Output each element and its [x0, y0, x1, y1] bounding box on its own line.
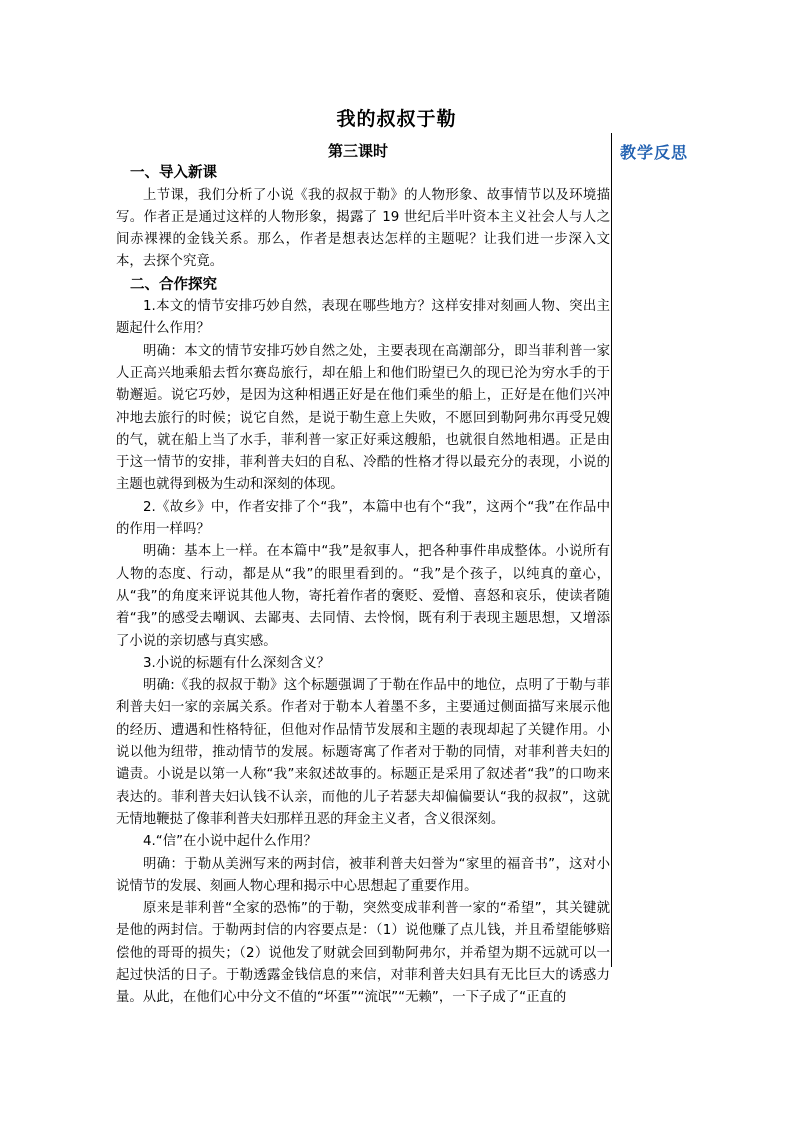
body-paragraph: 4.“信”在小说中起什么作用？ [143, 834, 317, 850]
column-divider [611, 133, 612, 967]
section-heading: 一、导入新课 [130, 165, 217, 182]
page-title: 我的叔叔于勒 [336, 108, 457, 130]
lesson-subtitle: 第三课时 [327, 142, 388, 160]
body-paragraph: 上节课，我们分析了小说《我的叔叔于勒》的人物形象、故事情节以及环境描写。作者正是通过这样的人物形象，揭露了 19 世纪后半叶资本主义社会人与人之间赤裸裸的金钱关系。那么，作者是想表达怎样的主题呢？让我们进一步深入文本，去探个究竟。 [116, 187, 610, 270]
body-paragraph: 原来是菲利普“全家的恐怖”的于勒，突然变成菲利普一家的“希望”，其关键就是他的两封信。于勒两封信的内容要点是：（1）说他赚了点儿钱，并且希望能够赔偿他的哥哥的损失；（2）说他发了财就会回到勒阿弗尔，并希望为期不远就可以一起过快活的日子。于勒透露金钱信息的来信，对菲利普夫妇具有无比巨大的诱惑力量。从此，在他们心中分文不值的“坏蛋”“流氓”“无赖”，一下子成了“正直的 [116, 901, 610, 1006]
body-paragraph: 明确：基本上一样。在本篇中“我”是叙事人，把各种事件串成整体。小说所有人物的态度、行动，都是从“我”的眼里看到的。“我”是个孩子，以纯真的童心，从“我”的角度来评说其他人物，寄托着作者的褒贬、爱憎、喜怒和哀乐，使读者随着“我”的感受去嘲讽、去鄙夷、去同情、去怜悯，既有利于表现主题思想，又增添了小说的亲切感与真实感。 [116, 544, 610, 649]
body-paragraph: 3.小说的标题有什么深刻含义？ [143, 655, 330, 671]
body-paragraph: 2.《故乡》中，作者安排了个“我”，本篇中也有个“我”，这两个“我”在作品中的作用一样吗？ [116, 499, 610, 538]
lesson-body [116, 140, 610, 1010]
section-heading: 二、合作探究 [130, 276, 217, 293]
body-paragraph: 1.本文的情节安排巧妙自然，表现在哪些地方？这样安排对刻画人物、突出主题起什么作用？ [116, 299, 610, 337]
body-paragraph: 明确：于勒从美洲写来的两封信，被菲利普夫妇誉为“家里的福音书”，这对小说情节的发展、刻画人物心理和揭示中心思想起了重要作用。 [116, 856, 610, 894]
teaching-reflection-label: 教学反思 [620, 143, 689, 162]
body-paragraph: 明确：本文的情节安排巧妙自然之处，主要表现在高潮部分，即当菲利普一家人正高兴地乘船去哲尔赛岛旅行，却在船上和他们盼望已久的现已沦为穷水手的于勒邂逅。说它巧妙，是因为这种相遇正好是在他们乘坐的船上，正好是在他们兴冲冲地去旅行的时候；说它自然，是说于勒生意上失败，不愿回到勒阿弗尔再受兄嫂的气，就在船上当了水手，菲利普一家正好乘这艘船，也就很自然地相遇。正是由于这一情节的安排，菲利普夫妇的自私、冷酷的性格才得以最充分的表现，小说的主题也就得到极为生动和深刻的体现。 [116, 343, 610, 493]
lesson-paragraphs [116, 162, 610, 1009]
body-paragraph: 明确:《我的叔叔于勒》这个标题强调了于勒在作品中的地位，点明了于勒与菲利普夫妇一家的亲属关系。作者对于勒本人着墨不多，主要通过侧面描写来展示他的经历、遭遇和性格特征，但他对作品情节发展和主题的表现却起了关键作用。小说以他为纽带，推动情节的发展。标题寄寓了作者对于勒的同情，对菲利普夫妇的谴责。小说是以第一人称“我”来叙述故事的。标题正是采用了叙述者“我”的口吻来表达的。菲利普夫妇认钱不认亲，而他的儿子若瑟夫却偏偏要认“我的叔叔”，这就无情地鞭挞了像菲利普夫妇那样丑恶的拜金主义者，含义很深刻。 [116, 678, 610, 827]
